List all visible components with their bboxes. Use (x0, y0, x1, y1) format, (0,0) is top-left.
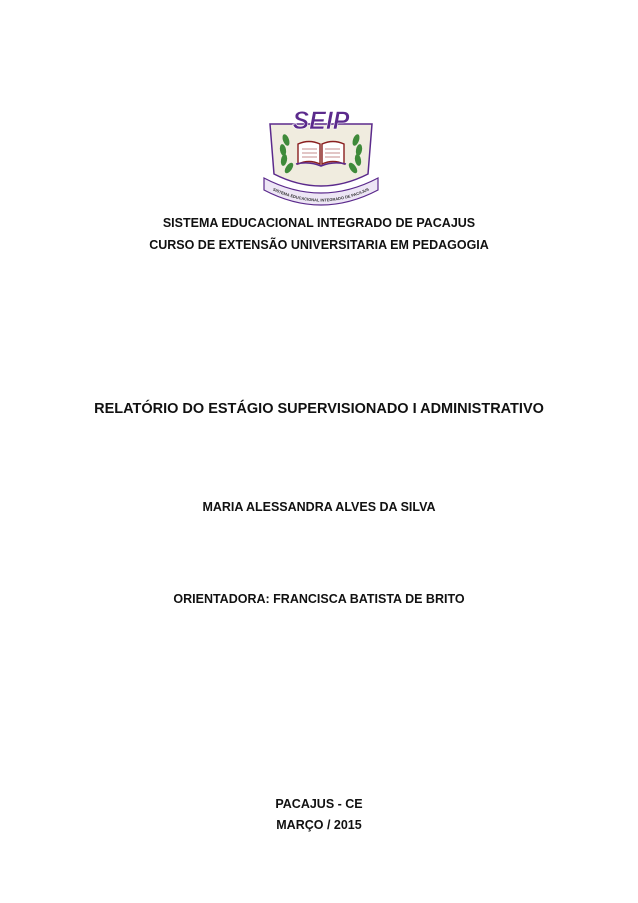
institution-name: SISTEMA EDUCACIONAL INTEGRADO DE PACAJUS (162, 216, 476, 230)
date: MARÇO / 2015 (276, 818, 362, 832)
logo-wordmark: SEIP (292, 107, 350, 135)
author-name: MARIA ALESSANDRA ALVES DA SILVA (202, 500, 436, 514)
advisor-name: ORIENTADORA: FRANCISCA BATISTA DE BRITO (173, 592, 465, 606)
report-title: RELATÓRIO DO ESTÁGIO SUPERVISIONADO I ADMINISTRATIVO (94, 401, 544, 417)
logo-ribbon-text: SISTEMA EDUCACIONAL INTEGRADO DE PACAJUS (272, 186, 370, 203)
city-state: PACAJUS - CE (275, 797, 363, 811)
course-name: CURSO DE EXTENSÃO UNIVERSITARIA EM PEDAGOGIA (149, 238, 489, 252)
seip-logo (262, 104, 380, 212)
